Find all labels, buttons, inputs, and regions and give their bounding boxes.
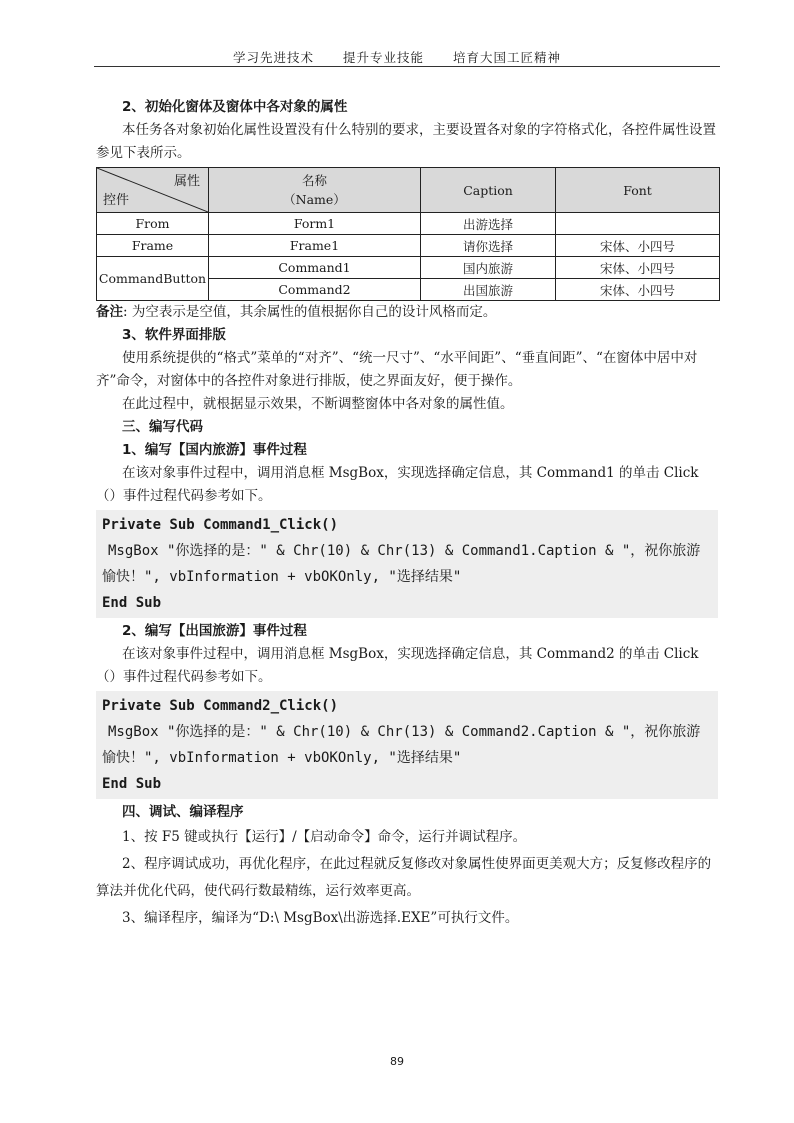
property-table xyxy=(96,167,720,301)
diag-top-label: 属性 xyxy=(173,174,200,189)
header-middle: 提升专业技能 xyxy=(342,50,424,65)
cell-font: 宋体、小四号 xyxy=(556,235,720,257)
header-right: 培育大国工匠精神 xyxy=(452,50,561,65)
page-number: 89 xyxy=(390,1055,404,1068)
page-header xyxy=(0,48,794,66)
table-header-row xyxy=(97,168,720,213)
cell-font: 宋体、小四号 xyxy=(556,257,720,279)
cell-font xyxy=(556,213,720,235)
section2-heading: 2、初始化窗体及窗体中各对象的属性 xyxy=(122,99,348,115)
note-label: 备注 xyxy=(96,304,123,320)
col-name-header xyxy=(209,168,421,213)
cell-control: From xyxy=(97,213,209,235)
section2-intro: 本任务各对象初始化属性设置没有什么特别的要求，主要设置各对象的字符格式化，各控件属性设置参见下表所示。 xyxy=(96,122,716,161)
code-line: Private Sub Command1_Click() xyxy=(102,517,339,533)
section3-p1: 使用系统提供的“格式”菜单的“对齐”、“统一尺寸”、“水平间距”、“垂直间距”、“在窗体中居中对齐”命令，对窗体中的各控件对象进行排版，使之界面友好，便于操作。 xyxy=(96,350,698,389)
section3-heading: 3、软件界面排版 xyxy=(122,327,226,343)
sub1-heading: 1、编写【国内旅游】事件过程 xyxy=(122,442,307,458)
section3-p2: 在此过程中，就根据显示效果，不断调整窗体中各对象的属性值。 xyxy=(122,396,514,412)
page-content xyxy=(96,96,718,932)
col-caption-header: Caption xyxy=(421,168,556,213)
col-name-line2: （Name） xyxy=(283,192,346,207)
code-line: MsgBox "你选择的是：" & Chr(10) & Chr(13) & Command1.Caption & "，祝你旅游 xyxy=(108,543,701,559)
code-line: 愉快！", vbInformation + vbOKOnly, "选择结果" xyxy=(102,569,462,585)
cell-caption: 国内旅游 xyxy=(421,257,556,279)
note-text: : 为空表示是空值，其余属性的值根据你自己的设计风格而定。 xyxy=(123,304,497,320)
code-line: End Sub xyxy=(102,595,162,611)
part4-p2: 2、程序调试成功，再优化程序，在此过程就反复修改对象属性使界面更美观大方；反复修改程序的算法并优化代码，使代码行数最精练，运行效率更高。 xyxy=(96,856,712,899)
code-line: MsgBox "你选择的是：" & Chr(10) & Chr(13) & Command2.Caption & "，祝你旅游 xyxy=(108,724,701,740)
code-line: End Sub xyxy=(102,776,162,792)
header-left: 学习先进技术 xyxy=(232,50,314,65)
code-block-command1 xyxy=(96,510,718,618)
sub1-text: 在该对象事件过程中，调用消息框 MsgBox，实现选择确定信息，其 Command1 的单击 Click（）事件过程代码参考如下。 xyxy=(96,465,699,504)
col-name-line1: 名称 xyxy=(301,173,327,188)
part4-heading: 四、调试、编译程序 xyxy=(122,804,244,820)
part4-p1: 1、按 F5 键或执行【运行】/【启动命令】命令，运行并调试程序。 xyxy=(122,829,527,845)
code-block-command2 xyxy=(96,691,718,799)
cell-name: Command1 xyxy=(209,257,421,279)
part3-heading: 三、编写代码 xyxy=(122,419,203,435)
col-font-header: Font xyxy=(556,168,720,213)
sub2-heading: 2、编写【出国旅游】事件过程 xyxy=(122,623,307,639)
cell-name: Form1 xyxy=(209,213,421,235)
cell-caption: 请你选择 xyxy=(421,235,556,257)
diagonal-header-cell xyxy=(97,168,209,213)
table-note xyxy=(96,301,718,324)
cell-font: 宋体、小四号 xyxy=(556,279,720,301)
cell-caption: 出游选择 xyxy=(421,213,556,235)
table-row xyxy=(97,257,720,279)
diag-bottom-label: 控件 xyxy=(103,193,130,208)
cell-name: Command2 xyxy=(209,279,421,301)
table-row xyxy=(97,213,720,235)
code-line: 愉快！", vbInformation + vbOKOnly, "选择结果" xyxy=(102,750,462,766)
cell-control: CommandButton xyxy=(97,257,209,301)
sub2-text: 在该对象事件过程中，调用消息框 MsgBox，实现选择确定信息，其 Command2 的单击 Click（）事件过程代码参考如下。 xyxy=(96,646,699,685)
code-line: Private Sub Command2_Click() xyxy=(102,698,339,714)
cell-name: Frame1 xyxy=(209,235,421,257)
table-row xyxy=(97,235,720,257)
part4-p3: 3、编译程序，编译为“D:\ MsgBox\出游选择.EXE”可执行文件。 xyxy=(122,910,519,926)
cell-caption: 出国旅游 xyxy=(421,279,556,301)
header-rule xyxy=(94,66,720,67)
cell-control: Frame xyxy=(97,235,209,257)
